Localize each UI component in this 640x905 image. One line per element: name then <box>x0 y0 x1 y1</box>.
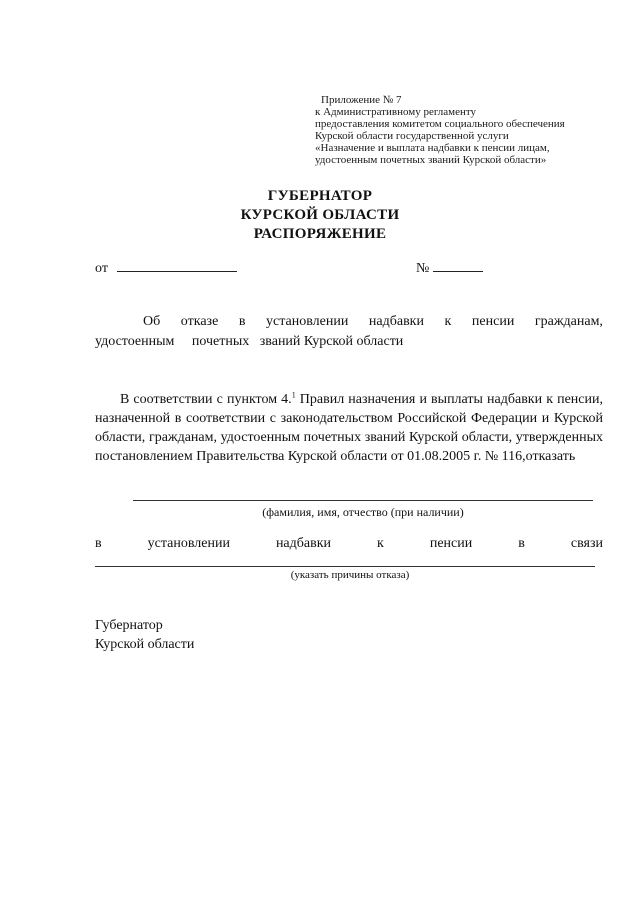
title-order: РАСПОРЯЖЕНИЕ <box>253 226 387 242</box>
subject-word: надбавки <box>368 314 424 329</box>
reason-caption: (указать причины отказа) <box>290 569 410 581</box>
appendix-line: «Назначение и выплата надбавки к пенсии лицам, <box>315 142 550 154</box>
reason-word: пенсии <box>429 536 473 551</box>
order-subject <box>95 312 603 352</box>
subject-word: гражданам, <box>534 314 603 329</box>
reason-word: в <box>518 536 525 551</box>
appendix-line: Курской области государственной услуги <box>315 130 509 142</box>
reason-word: надбавки <box>275 536 332 551</box>
date-blank-line <box>117 259 237 272</box>
appendix-line: Приложение № 7 <box>321 94 402 106</box>
subject-word: установлении <box>266 314 349 329</box>
appendix-line: к Административному регламенту <box>315 106 477 118</box>
signature-region: Курской области <box>95 637 195 652</box>
subject-line-1 <box>95 312 603 332</box>
number-row <box>416 259 483 277</box>
reason-row <box>95 536 603 552</box>
footnote-mark: 1 <box>291 390 296 400</box>
date-label: от <box>95 261 108 276</box>
number-label: № <box>416 261 430 276</box>
order-body <box>95 390 603 466</box>
subject-word: к <box>444 314 452 329</box>
appendix-header <box>315 94 615 166</box>
title-governor: ГУБЕРНАТОР <box>267 188 373 204</box>
appendix-line: удостоенным почетных званий Курской области» <box>315 154 547 166</box>
subject-line-2: удостоенным почетных званий Курской области <box>95 334 404 349</box>
subject-word: пенсии <box>471 314 515 329</box>
reason-blank-line <box>95 566 595 567</box>
signature-title: Губернатор <box>95 618 163 633</box>
fio-caption: (фамилия, имя, отчество (при наличии) <box>262 505 464 519</box>
document-title <box>0 187 640 244</box>
subject-word: в <box>238 314 246 329</box>
title-region: КУРСКОЙ ОБЛАСТИ <box>240 207 400 223</box>
date-row <box>95 259 237 277</box>
reason-word: к <box>377 536 384 551</box>
reason-word: связи <box>570 536 603 551</box>
reason-word: установлении <box>147 536 230 551</box>
number-blank-line <box>433 259 483 272</box>
signature-block <box>95 616 194 654</box>
subject-word: Об <box>143 314 161 329</box>
reason-word: в <box>95 536 102 551</box>
body-text-part1: В соответствии с пунктом 4. <box>120 392 292 407</box>
fio-blank-line <box>133 500 593 501</box>
subject-word: отказе <box>180 314 219 329</box>
body-paragraph <box>95 390 603 466</box>
appendix-line: предоставления комитетом социального обеспечения <box>315 118 565 130</box>
body-text-part2: Правил назначения и выплаты надбавки к пенсии, назначенной в соответствии с законодательством Российской Федерации и Курской области, гражданам, удостоенным почетных званий Курской области, утвержденных постановлением Правительства Курской области от 01.08.2005 г. № 116,отказать <box>95 392 603 464</box>
